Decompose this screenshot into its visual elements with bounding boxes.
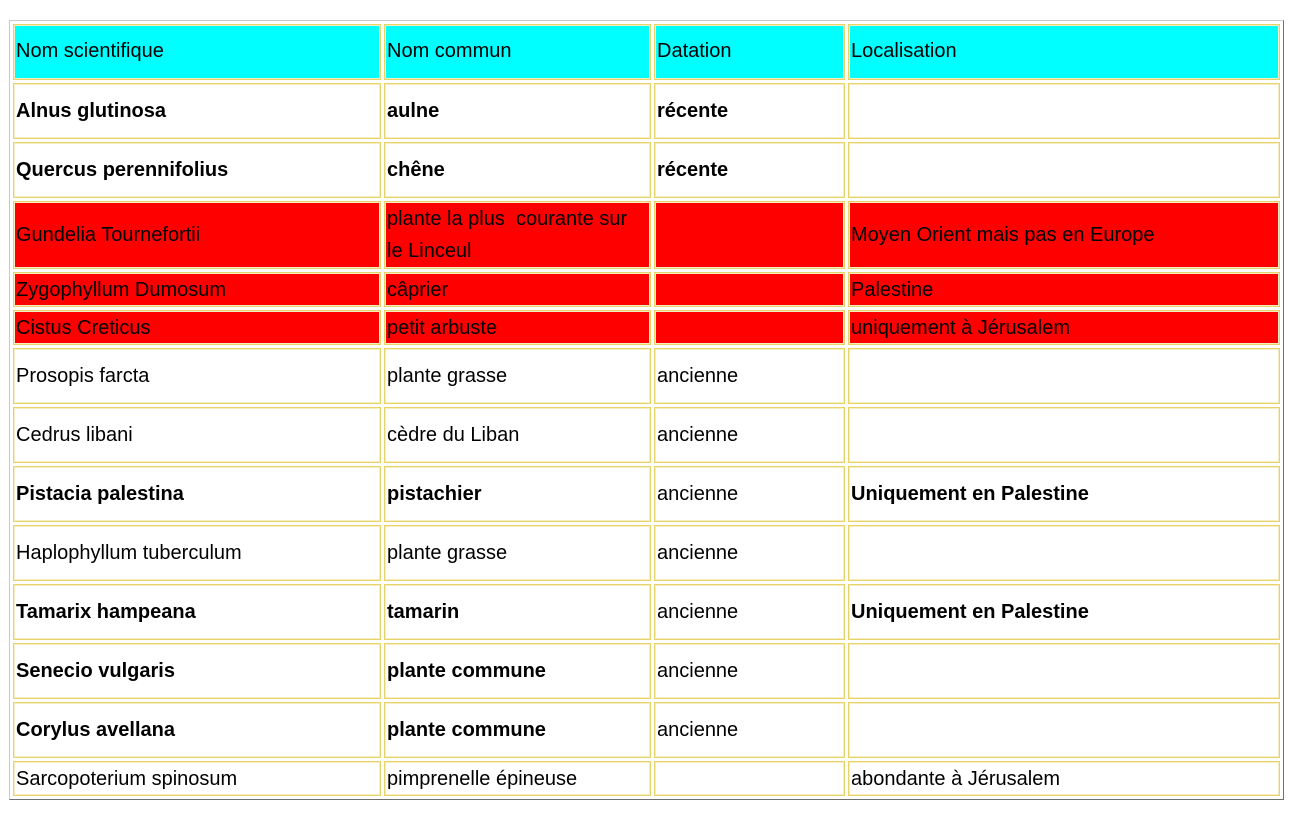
cell-location	[848, 525, 1280, 581]
cell-dating	[654, 201, 845, 269]
cell-dating	[654, 761, 845, 796]
cell-location	[848, 702, 1280, 758]
cell-scientific-name: Corylus avellana	[13, 702, 381, 758]
header-dating: Datation	[654, 24, 845, 80]
cell-location: Uniquement en Palestine	[848, 584, 1280, 640]
cell-dating: récente	[654, 83, 845, 139]
table-row	[13, 643, 1280, 699]
cell-common-name: tamarin	[384, 584, 651, 640]
table-row	[13, 407, 1280, 463]
cell-location: uniquement à Jérusalem	[848, 310, 1280, 345]
cell-scientific-name: Sarcopoterium spinosum	[13, 761, 381, 796]
cell-common-name: plante grasse	[384, 525, 651, 581]
cell-common-name: cèdre du Liban	[384, 407, 651, 463]
table-row	[13, 525, 1280, 581]
cell-common-name: plante commune	[384, 702, 651, 758]
table-row	[13, 466, 1280, 522]
table-row	[13, 348, 1280, 404]
cell-location	[848, 407, 1280, 463]
cell-dating: ancienne	[654, 407, 845, 463]
cell-scientific-name: Pistacia palestina	[13, 466, 381, 522]
table-row-highlighted	[13, 310, 1280, 345]
cell-dating: ancienne	[654, 702, 845, 758]
table-row	[13, 142, 1280, 198]
cell-dating: ancienne	[654, 643, 845, 699]
plants-table	[10, 21, 1283, 799]
cell-location: Palestine	[848, 272, 1280, 307]
cell-dating: ancienne	[654, 525, 845, 581]
cell-location: abondante à Jérusalem	[848, 761, 1280, 796]
cell-location: Moyen Orient mais pas en Europe	[848, 201, 1280, 269]
cell-common-name: petit arbuste	[384, 310, 651, 345]
cell-location	[848, 643, 1280, 699]
cell-dating: ancienne	[654, 466, 845, 522]
cell-common-name: plante la plus courante sur le Linceul	[384, 201, 651, 269]
cell-scientific-name: Quercus perennifolius	[13, 142, 381, 198]
cell-scientific-name: Senecio vulgaris	[13, 643, 381, 699]
cell-scientific-name: Haplophyllum tuberculum	[13, 525, 381, 581]
cell-common-name: plante commune	[384, 643, 651, 699]
cell-common-name: pistachier	[384, 466, 651, 522]
cell-dating: ancienne	[654, 348, 845, 404]
header-location: Localisation	[848, 24, 1280, 80]
cell-scientific-name: Gundelia Tournefortii	[13, 201, 381, 269]
header-scientific-name: Nom scientifique	[13, 24, 381, 80]
cell-dating	[654, 272, 845, 307]
cell-common-name: aulne	[384, 83, 651, 139]
cell-scientific-name: Cedrus libani	[13, 407, 381, 463]
cell-common-name: chêne	[384, 142, 651, 198]
cell-dating	[654, 310, 845, 345]
cell-location	[848, 83, 1280, 139]
cell-common-name: pimprenelle épineuse	[384, 761, 651, 796]
cell-location	[848, 348, 1280, 404]
cell-scientific-name: Cistus Creticus	[13, 310, 381, 345]
table-header-row	[13, 24, 1280, 80]
table-row	[13, 761, 1280, 796]
table-row	[13, 83, 1280, 139]
cell-common-name: câprier	[384, 272, 651, 307]
cell-common-name: plante grasse	[384, 348, 651, 404]
cell-dating: ancienne	[654, 584, 845, 640]
cell-scientific-name: Zygophyllum Dumosum	[13, 272, 381, 307]
table-row-highlighted	[13, 272, 1280, 307]
cell-location	[848, 142, 1280, 198]
table-row-highlighted	[13, 201, 1280, 269]
cell-dating: récente	[654, 142, 845, 198]
cell-scientific-name: Prosopis farcta	[13, 348, 381, 404]
table-row	[13, 584, 1280, 640]
cell-scientific-name: Tamarix hampeana	[13, 584, 381, 640]
cell-scientific-name: Alnus glutinosa	[13, 83, 381, 139]
header-common-name: Nom commun	[384, 24, 651, 80]
cell-location: Uniquement en Palestine	[848, 466, 1280, 522]
plants-table-frame	[9, 20, 1284, 800]
table-row	[13, 702, 1280, 758]
